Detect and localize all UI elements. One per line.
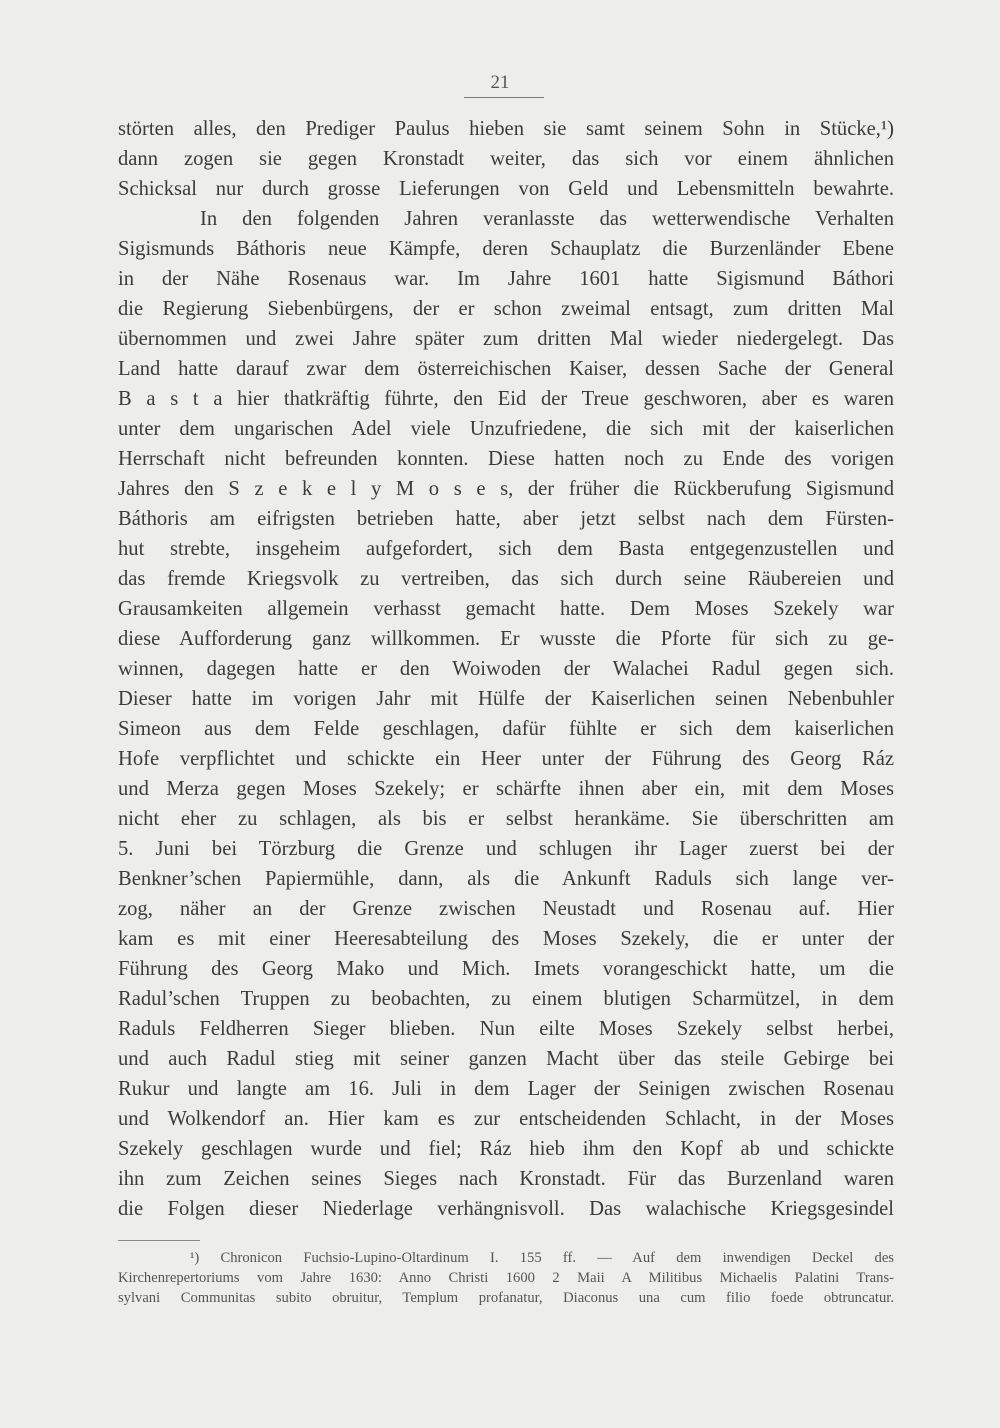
text-line: Jahres den S z e k e l y M o s e s, der früher die Rückberufung Sigismund [118, 478, 894, 500]
text-line: Dieser hatte im vorigen Jahr mit Hülfe der Kaiserlichen seinen Nebenbuhler [118, 688, 894, 710]
text-line: Herrschaft nicht befreunden konnten. Diese hatten noch zu Ende des vorigen [118, 448, 894, 470]
footnote-line: Kirchenrepertoriums vom Jahre 1630: Anno Christi 1600 2 Maii A Militibus Michaelis Palatini Trans- [118, 1270, 894, 1286]
text-line: B a s t a hier thatkräftig führte, den Eid der Treue geschworen, aber es waren [118, 388, 894, 410]
text-line: 5. Juni bei Törzburg die Grenze und schlugen ihr Lager zuerst bei der [118, 838, 894, 860]
main-text [118, 114, 894, 1224]
text-line: das fremde Kriegsvolk zu vertreiben, das sich durch seine Räubereien und [118, 568, 894, 590]
text-line: Benkner’schen Papiermühle, dann, als die Ankunft Raduls sich lange ver- [118, 868, 894, 890]
text-line: und auch Radul stieg mit seiner ganzen Macht über das steile Gebirge bei [118, 1048, 894, 1070]
text-line: ihn zum Zeichen seines Sieges nach Kronstadt. Für das Burzenland waren [118, 1168, 894, 1190]
text-line: Führung des Georg Mako und Mich. Imets vorangeschickt hatte, um die [118, 958, 894, 980]
text-line: Radul’schen Truppen zu beobachten, zu einem blutigen Scharmützel, in dem [118, 988, 894, 1010]
text-line: Schicksal nur durch grosse Lieferungen von Geld und Lebensmitteln bewahrte. [118, 178, 894, 200]
text-line: und Merza gegen Moses Szekely; er schärfte ihnen aber ein, mit dem Moses [118, 778, 894, 800]
text-line: und Wolkendorf an. Hier kam es zur entscheidenden Schlacht, in der Moses [118, 1108, 894, 1130]
text-line: dann zogen sie gegen Kronstadt weiter, das sich vor einem ähnlichen [118, 148, 894, 170]
text-line: die Folgen dieser Niederlage verhängnisvoll. Das walachische Kriegsgesindel [118, 1198, 894, 1220]
text-line: hut strebte, insgeheim aufgefordert, sich dem Basta entgegenzustellen und [118, 538, 894, 560]
text-line: unter dem ungarischen Adel viele Unzufriedene, die sich mit der kaiserlichen [118, 418, 894, 440]
text-line: kam es mit einer Heeresabteilung des Moses Szekely, die er unter der [118, 928, 894, 950]
page-number-rule [464, 97, 544, 98]
text-line: diese Aufforderung ganz willkommen. Er wusste die Pforte für sich zu ge- [118, 628, 894, 650]
text-line: Sigismunds Báthoris neue Kämpfe, deren Schauplatz die Burzenländer Ebene [118, 238, 894, 260]
text-line: In den folgenden Jahren veranlasste das wetterwendische Verhalten [200, 208, 894, 230]
footnote-line: ¹) Chronicon Fuchsio-Lupino-Oltardinum I. 155 ff. — Auf dem inwendigen Deckel des [190, 1250, 894, 1266]
text-line: Raduls Feldherren Sieger blieben. Nun eilte Moses Szekely selbst herbei, [118, 1018, 894, 1040]
footnote-line: sylvani Communitas subito obruitur, Templum profanatur, Diaconus una cum filio foede obtruncatur. [118, 1290, 894, 1306]
footnotes [118, 1248, 894, 1308]
text-line: Szekely geschlagen wurde und fiel; Ráz hieb ihm den Kopf ab und schickte [118, 1138, 894, 1160]
text-line: Hofe verpflichtet und schickte ein Heer unter der Führung des Georg Ráz [118, 748, 894, 770]
text-line: Báthoris am eifrigsten betrieben hatte, aber jetzt selbst nach dem Fürsten- [118, 508, 894, 530]
text-line: störten alles, den Prediger Paulus hieben sie samt seinem Sohn in Stücke,¹) [118, 118, 894, 140]
text-line: winnen, dagegen hatte er den Woiwoden der Walachei Radul gegen sich. [118, 658, 894, 680]
text-line: übernommen und zwei Jahre später zum dritten Mal wieder niedergelegt. Das [118, 328, 894, 350]
text-line: in der Nähe Rosenaus war. Im Jahre 1601 hatte Sigismund Báthori [118, 268, 894, 290]
page-number: 21 [490, 72, 510, 93]
text-line: die Regierung Siebenbürgens, der er schon zweimal entsagt, zum dritten Mal [118, 298, 894, 320]
footnote-separator [118, 1240, 200, 1241]
text-line: Land hatte darauf zwar dem österreichischen Kaiser, dessen Sache der General [118, 358, 894, 380]
text-line: Rukur und langte am 16. Juli in dem Lager der Seinigen zwischen Rosenau [118, 1078, 894, 1100]
text-line: nicht eher zu schlagen, als bis er selbst herankäme. Sie überschritten am [118, 808, 894, 830]
text-line: zog, näher an der Grenze zwischen Neustadt und Rosenau auf. Hier [118, 898, 894, 920]
text-line: Grausamkeiten allgemein verhasst gemacht hatte. Dem Moses Szekely war [118, 598, 894, 620]
text-line: Simeon aus dem Felde geschlagen, dafür fühlte er sich dem kaiserlichen [118, 718, 894, 740]
